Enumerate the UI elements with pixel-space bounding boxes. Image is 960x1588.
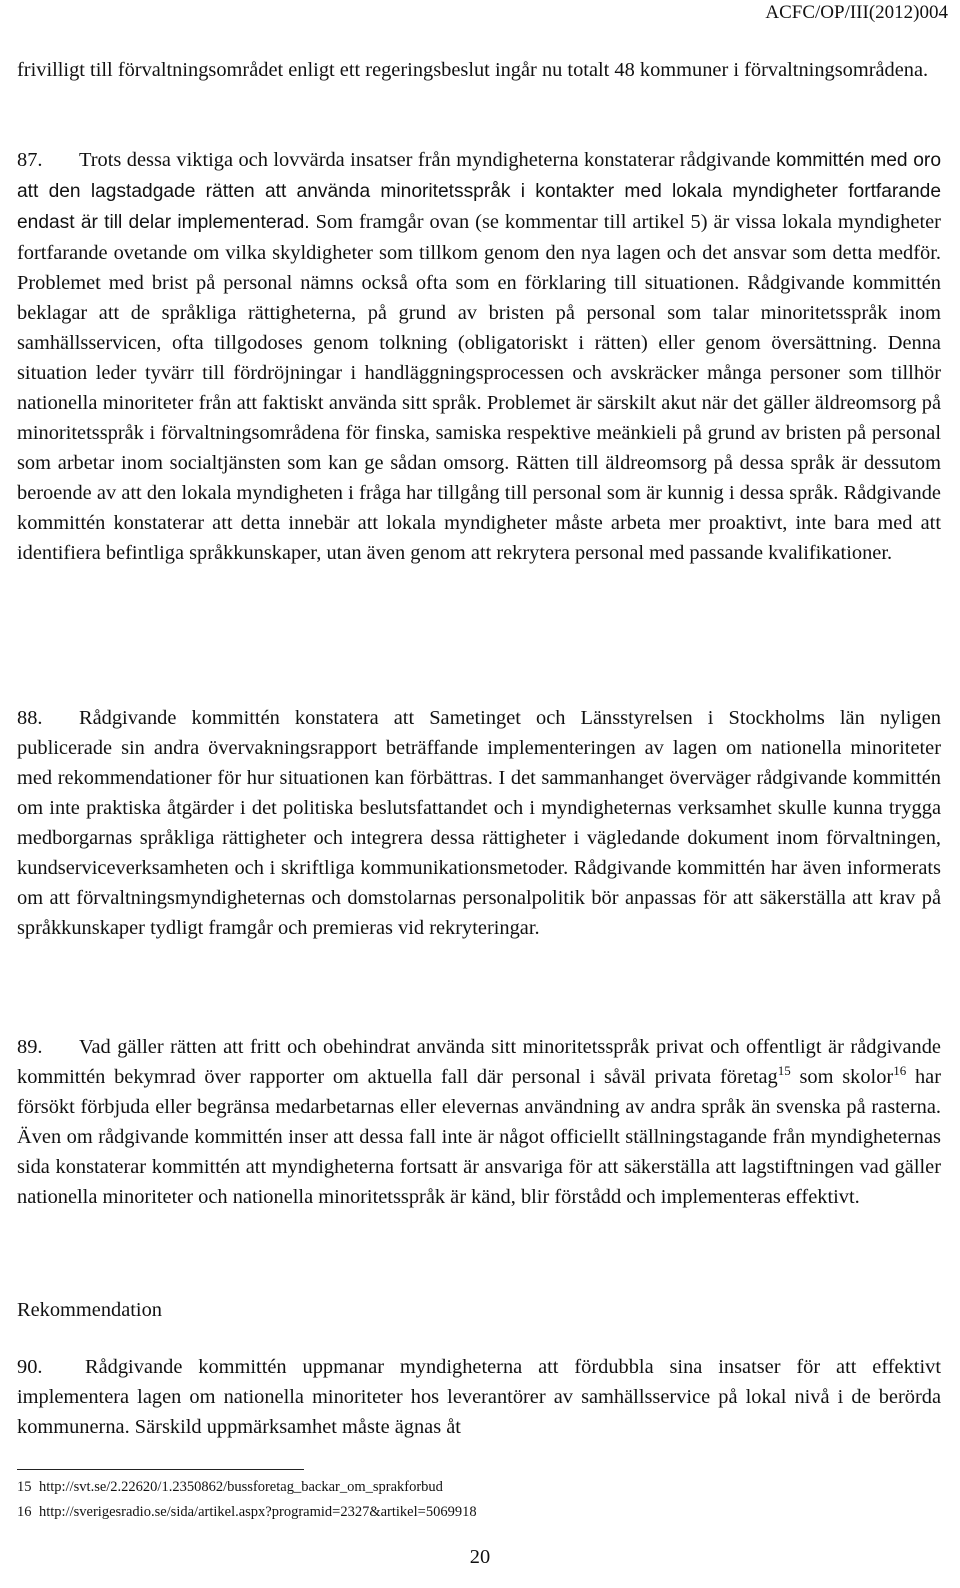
paragraph-number: 88. [17, 707, 43, 729]
footnote-ref-16: 16 [893, 1063, 907, 1078]
paragraph-89-text-2: som skolor [790, 1066, 894, 1088]
footnote-url: http://sverigesradio.se/sida/artikel.aspx?programid=2327&artikel=5069918 [39, 1504, 477, 1520]
paragraph-number: 87. [17, 149, 43, 171]
document-reference: ACFC/OP/III(2012)004 [765, 2, 948, 23]
paragraph-87 [17, 145, 941, 568]
footnote-url: http://svt.se/2.22620/1.2350862/bussforetag_backar_om_sprakforbud [39, 1479, 443, 1495]
footnote-15 [17, 1478, 443, 1496]
paragraph-89-text-3: har försökt förbjuda eller begränsa medarbetarnas eller elevernas användning av andra språk än svenska på rasterna. Även om rådgivande kommittén inser att dessa fall inte är något officiellt ställningstagande från myndigheternas sida konstaterar kommittén att myndigheterna fortsatt är ansvariga för att säkerställa att lagstiftningen vad gäller nationella minoriteter och nationella minoritetsspråk är känd, blir förstådd och implementeras effektivt. [17, 1066, 941, 1208]
paragraph-90 [17, 1352, 941, 1442]
paragraph-88 [17, 703, 941, 943]
recommendation-heading [17, 1295, 941, 1325]
footnote-number: 15 [17, 1479, 32, 1495]
footnote-16 [17, 1503, 477, 1521]
paragraph-87-sans: kommittén med oro att den lagstadgade rätten att använda minoritetsspråk i kontakter med lokala myndigheter fortfarande endast är till delar implementerad. [17, 150, 941, 233]
paragraph-87-lead: Trots dessa viktiga och lovvärda insatser från myndigheterna konstaterar rådgivande [79, 149, 771, 171]
footnote-number: 16 [17, 1504, 32, 1520]
page-number: 20 [469, 1546, 491, 1568]
paragraph-number: 90. [17, 1356, 43, 1378]
intro-paragraph [17, 55, 941, 85]
paragraph-89 [17, 1032, 941, 1212]
paragraph-88-text: Rådgivande kommittén konstatera att Sametinget och Länsstyrelsen i Stockholms län nyligen publicerade sin andra övervakningsrapport beträffande implementeringen av lagen om nationella minoriteter med rekommendationer för hur situationen kan förbättras. I det sammanhanget överväger rådgivande kommittén om inte praktiska åtgärder i det politiska beslutsfattandet och i myndigheternas verksamhet skulle kunna trygga medborgarnas språkliga rättigheter och integrera dessa rättigheter i vägledande dokument inom förvaltningen, kundserviceverksamheten och i skriftliga kommunikationsmetoder. Rådgivande kommittén har även informerats om att förvaltningsmyndigheternas och domstolarnas personalpolitik bör anpassas för att säkerställa att krav på språkkunskaper tydligt framgår och premieras vid rekryteringar. [17, 707, 941, 939]
intro-text: frivilligt till förvaltningsområdet enligt ett regeringsbeslut ingår nu totalt 48 kommuner i förvaltningsområdena. [17, 59, 929, 81]
paragraph-89-text-1: Vad gäller rätten att fritt och obehindrat använda sitt minoritetsspråk privat och offentligt är rådgivande kommittén bekymrad över rapporter om aktuella fall där personal i såväl privata företag [17, 1036, 941, 1088]
recommendation-heading-text: Rekommendation [17, 1299, 162, 1321]
paragraph-87-rest: Som framgår ovan (se kommentar till artikel 5) är vissa lokala myndigheter fortfarande ovetande om vilka skyldigheter som tillkom genom den nya lagen och det ansvar som detta medför. Problemet med brist på personal nämns också ofta som en förklaring till situationen. Rådgivande kommittén beklagar att de språkliga rättigheterna, på grund av bristen på personal som talar minoritetsspråk inom samhällsservicen, ofta tillgodoses genom tolkning (obligatoriskt i rätten) eller genom översättning. Denna situation leder tyvärr till fördröjningar i handläggningsprocessen och avskräcker många personer som tillhör nationella minoriteter från att faktiskt använda sitt språk. Problemet är särskilt akut när det gäller äldreomsorg på minoritetsspråk i förvaltningsområdena för finska, samiska respektive meänkieli på grund av bristen på personal som arbetar inom socialtjänsten som kan ge sådan omsorg. Rätten till äldreomsorg på dessa språk är dessutom beroende av att den lokala myndigheten i fråga har tillgång till personal som är kunnig i dessa språk. Rådgivande kommittén konstaterar att detta innebär att lokala myndigheter måste arbeta mer proaktivt, inte bara med att identifiera befintliga språkkunskaper, utan även genom att rekrytera personal med passande kvalifikationer. [17, 211, 941, 564]
paragraph-90-text: Rådgivande kommittén uppmanar myndigheterna att fördubbla sina insatser för att effektivt implementera lagen om nationella minoriteter hos leverantörer av samhällsservice på lokal nivå i de berörda kommunerna. Särskild uppmärksamhet måste ägnas åt [17, 1356, 941, 1438]
footnote-divider [17, 1469, 304, 1470]
footnote-ref-15: 15 [777, 1063, 791, 1078]
paragraph-number: 89. [17, 1036, 43, 1058]
